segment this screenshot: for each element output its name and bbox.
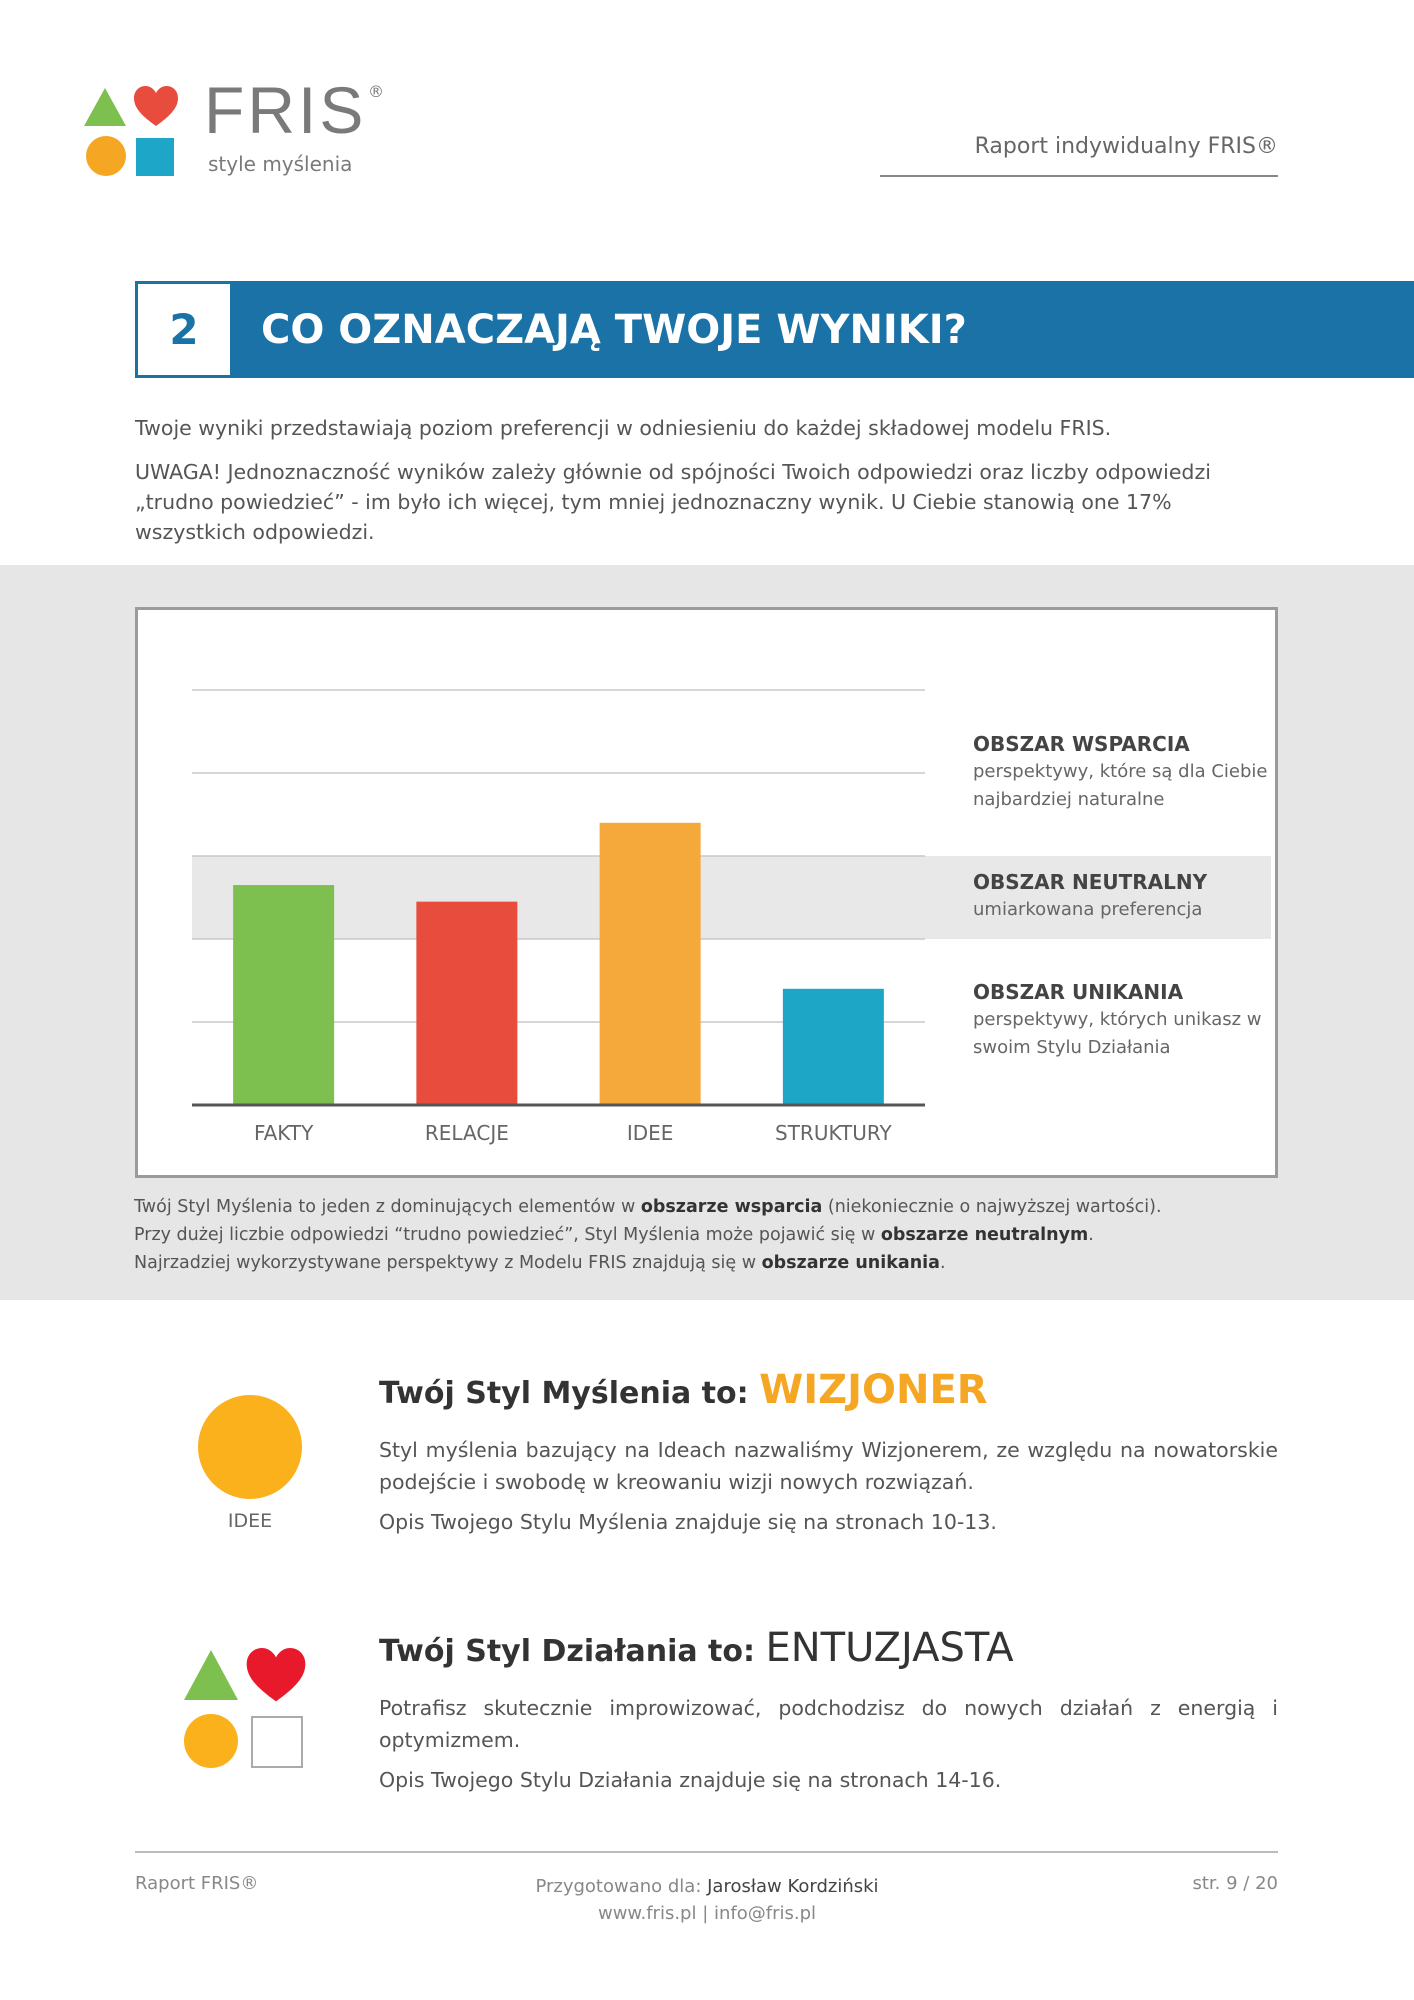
ideas-label: IDEE: [227, 1510, 273, 1532]
chart-notes: [134, 1193, 1284, 1277]
intro-paragraph-2: UWAGA! Jednoznaczność wyników zależy głównie od spójności Twoich odpowiedzi oraz liczby odpowiedzi „trudno powiedzieć” - im było ich więcej, tym mniej jednoznaczny wynik. U Ciebie stanowią one 17% wszystkich odpowiedzi.: [135, 460, 1211, 544]
section-title: CO OZNACZAJĄ TWOJE WYNIKI?: [233, 281, 1414, 378]
thinking-style-pages: Opis Twojego Stylu Myślenia znajduje się na stronach 10-13.: [379, 1510, 997, 1534]
acting-style-title: Twój Styl Działania to: ENTUZJASTA: [379, 1625, 1014, 1671]
footer-contact: www.fris.pl | info@fris.pl: [597, 1903, 817, 1924]
zone-avoid-title: OBSZAR UNIKANIA: [973, 980, 1184, 1004]
triangle-icon: [184, 1650, 238, 1700]
footer-divider: [135, 1851, 1278, 1853]
bar-fakty: [233, 885, 334, 1105]
footer-page-number: str. 9 / 20: [1192, 1873, 1278, 1894]
acting-style-pages: Opis Twojego Stylu Działania znajduje się na stronach 14-16.: [379, 1768, 1002, 1792]
intro-paragraph-1: Twoje wyniki przedstawiają poziom preferencji w odniesieniu do każdej składowej modelu FRIS.: [135, 416, 1112, 440]
zone-neutral-desc: umiarkowana preferencja: [973, 899, 1203, 920]
x-tick-label: RELACJE: [424, 1121, 509, 1145]
thinking-style-desc: Styl myślenia bazujący na Ideach nazwaliśmy Wizjonerem, ze względu na nowatorskie podejście i swobodę w kreowaniu wizji nowych rozwiązań.: [379, 1438, 1278, 1494]
footer-report-name: Raport FRIS®: [135, 1873, 259, 1894]
heart-icon: [134, 86, 178, 128]
bar-struktury: [783, 989, 884, 1105]
bar-idee: [600, 823, 701, 1105]
triangle-icon: [84, 88, 126, 126]
logo-subtitle: style myślenia: [208, 152, 353, 176]
square-outline-icon: [251, 1716, 303, 1768]
bar-relacje: [416, 902, 517, 1105]
logo-registered: ®: [368, 82, 384, 101]
thinking-style-title: Twój Styl Myślenia to: WIZJONER: [379, 1367, 988, 1413]
logo-word: FRIS: [204, 73, 367, 147]
footer-prepared-for: Przygotowano dla: Jarosław Kordziński www.fris.pl | info@fris.pl: [400, 1873, 1014, 1927]
fris-logo: [84, 73, 404, 182]
note-line-3: Najrzadziej wykorzystywane perspektywy z Modelu FRIS znajdują się w obszarze unikania.: [134, 1253, 946, 1273]
circle-icon: [86, 136, 126, 176]
note-line-2: Przy dużej liczbie odpowiedzi “trudno powiedzieć”, Styl Myślenia może pojawić się w obszarze neutralnym.: [134, 1225, 1094, 1245]
square-icon: [136, 138, 174, 176]
acting-style-icons: [184, 1648, 314, 1768]
zone-avoid-desc: perspektywy, których unikasz w swoim Stylu Działania: [973, 1009, 1262, 1058]
note-line-1: Twój Styl Myślenia to jeden z dominujących elementów w obszarze wsparcia (niekoniecznie o najwyższej wartości).: [134, 1197, 1162, 1217]
section-number: 2: [135, 281, 233, 378]
acting-style-value: ENTUZJASTA: [765, 1625, 1014, 1671]
header-divider: [880, 175, 1278, 177]
x-tick-label: IDEE: [626, 1121, 674, 1145]
thinking-style-value: WIZJONER: [759, 1367, 988, 1413]
zone-neutral-title: OBSZAR NEUTRALNY: [973, 870, 1208, 894]
x-tick-label: STRUKTURY: [775, 1121, 892, 1145]
zone-support-title: OBSZAR WSPARCIA: [973, 732, 1190, 756]
footer-person-name: Jarosław Kordziński: [707, 1876, 879, 1897]
zone-support-desc: perspektywy, które są dla Ciebie najbardziej naturalne: [973, 761, 1268, 810]
ideas-circle-icon: [198, 1395, 302, 1499]
heart-icon: [246, 1648, 306, 1704]
circle-icon: [184, 1714, 238, 1768]
acting-style-desc: Potrafisz skutecznie improwizować, podchodzisz do nowych działań z energią i optymizmem.: [379, 1696, 1278, 1752]
x-tick-label: FAKTY: [253, 1121, 314, 1145]
report-title: Raport indywidualny FRIS®: [974, 134, 1278, 159]
